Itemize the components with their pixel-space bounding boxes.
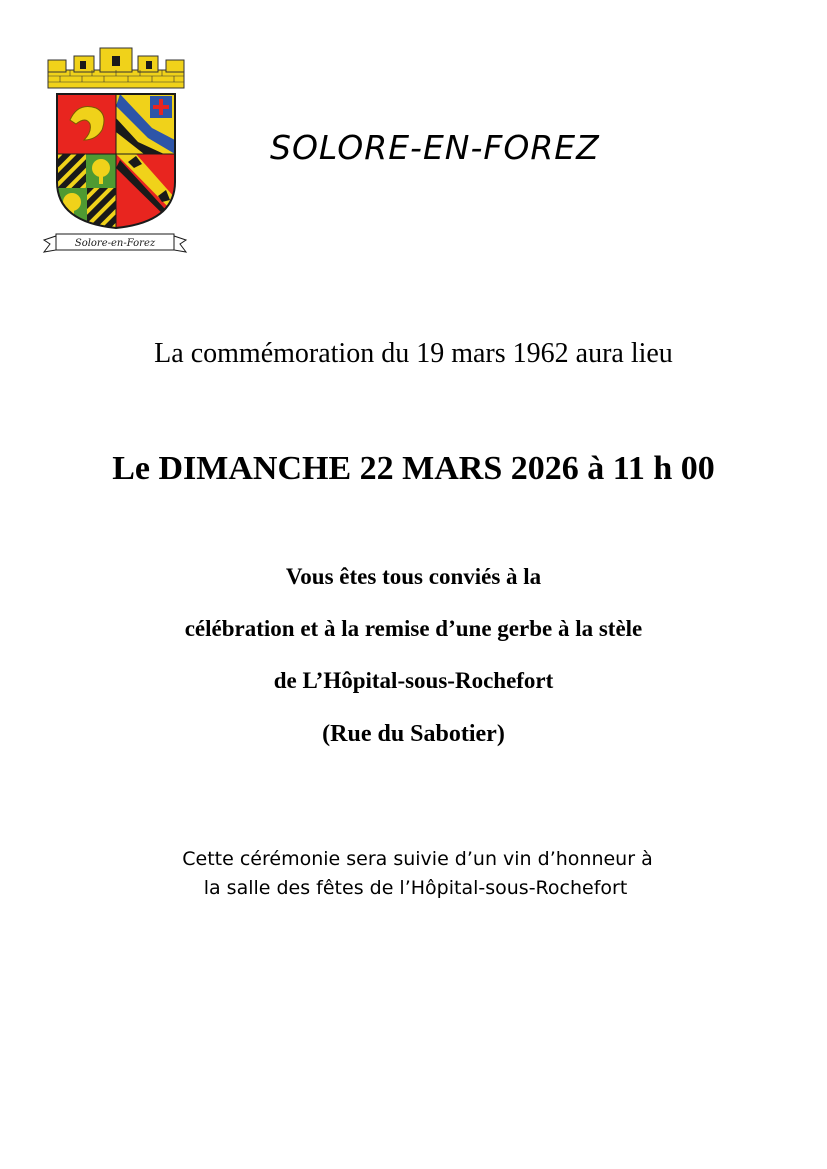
reception-line: la salle des fêtes de l’Hôpital-sous-Rochefort <box>203 877 628 899</box>
town-name: SOLORE-EN-FOREZ <box>270 128 600 167</box>
invitation-address: (Rue du Sabotier) <box>322 721 505 747</box>
crest-banner <box>44 234 186 252</box>
event-date: Le DIMANCHE 22 MARS 2026 à 11 h 00 <box>112 450 715 487</box>
reception-line: Cette cérémonie sera suivie d’un vin d’honneur à <box>182 848 653 870</box>
intro-text: La commémoration du 19 mars 1962 aura lieu <box>154 338 673 369</box>
mural-crown <box>48 48 184 88</box>
invitation-line: de L’Hôpital-sous-Rochefort <box>273 668 554 693</box>
invitation-line: Vous êtes tous conviés à la <box>285 564 542 589</box>
crest-banner-text: Solore-en-Forez <box>74 238 156 249</box>
invitation-line: célébration et à la remise d’une gerbe à la stèle <box>184 616 643 641</box>
coat-of-arms-icon <box>40 44 190 256</box>
coat-of-arms <box>40 44 190 256</box>
